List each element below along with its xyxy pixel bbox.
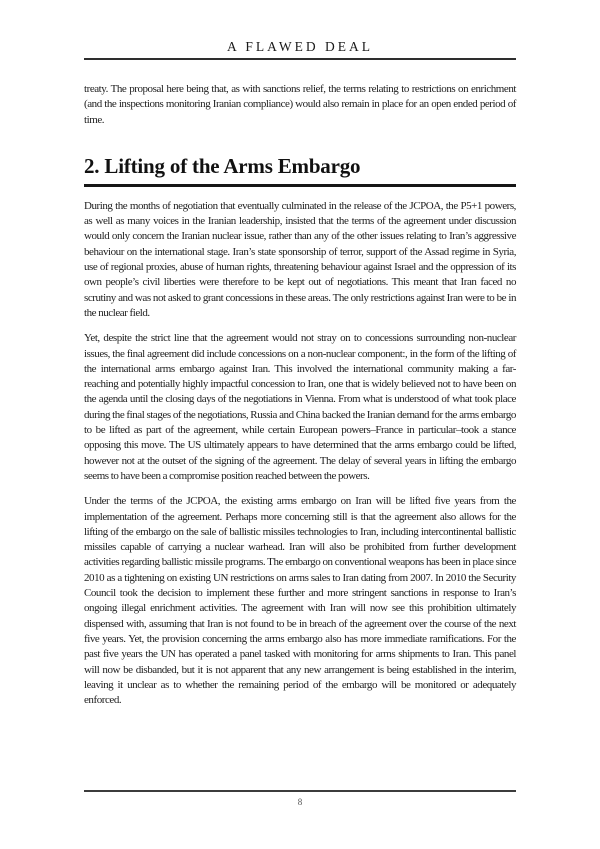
section-heading: 2. Lifting of the Arms Embargo xyxy=(84,153,361,178)
intro-paragraph: treaty. The proposal here being that, as with sanctions relief, the terms relating to restrictions on enrichment (and the inspections monitoring Iranian compliance) would also remain in place for an open ended period of time. xyxy=(84,83,516,126)
section-body xyxy=(84,199,516,709)
page-content xyxy=(84,0,516,708)
paragraph: Yet, despite the strict line that the agreement would not stray on to concessions surrounding non-nuclear issues, the final agreement did include concessions on a non-nuclear component:, in the form of the lifting of the international arms embargo against Iran. This involved the international community making a far-reaching and potentially highly impactful concession to Iran, one that is widely believed not to have been on the agenda until the closing days of the negotiations in Vienna. From what is understood of what took place during the final stages of the negotiations, Russia and China backed the Iranian demand for the arms embargo to be lifted as part of the agreement, while certain European powers–France in particular–took a stance opposing this move. The US ultimately appears to have determined that the arms embargo could be lifted, however not at the outset of the signing of the agreement. The delay of several years in lifting the embargo seems to have been a compromise position reached between the powers. xyxy=(84,332,516,482)
page-number: 8 xyxy=(297,797,303,807)
paragraph: Under the terms of the JCPOA, the existing arms embargo on Iran will be lifted five years from the implementation of the agreement. Perhaps more concerning still is that the agreement also allows for the lifting of the embargo on the sale of ballistic missiles technologies to Iran, including intercontinental ballistic missiles capable of carrying a nuclear warhead. Iran will also be prohibited from further development activities regarding ballistic missile programs. The embargo on conventional weapons has been in place since 2010 as a tightening on existing UN restrictions on arms sales to Iran dating from 2007. In 2010 the Security Council took the decision to implement these further and more stringent sanctions in response to Iran’s ongoing illegal enrichment activities. The agreement with Iran will now see this prohibition ultimately dispensed with, assuming that Iran is not found to be in breach of the agreement over the course of the next five years. Yet, the provision concerning the arms embargo also has more immediate ramifications. For the past five years the UN has operated a panel tasked with monitoring for arms shipments to Iran. This panel will now be disbanded, but it is not apparent that any new arrangement is being established in the interim, leaving it unclear as to whether the remaining period of the embargo will be monitored or adequately enforced. xyxy=(84,495,516,707)
running-header-title: A FLAWED DEAL xyxy=(227,39,373,54)
section-heading-rule xyxy=(84,184,516,187)
footer-rule xyxy=(84,790,516,792)
header-rule xyxy=(84,58,516,60)
paragraph: During the months of negotiation that eventually culminated in the release of the JCPOA, the P5+1 powers, as well as many voices in the Iranian leadership, insisted that the terms of the agreement under discussion would only concern the Iranian nuclear issue, rather than any of the other issues relating to Iran’s aggressive behaviour on the international stage. Iran’s state sponsorship of terror, support of the Assad regime in Syria, use of regional proxies, abuse of human rights, threatening behaviour against Israel and the oppression of its own people’s civil liberties were therefore to be kept out of negotiations. This meant that Iran faced no scrutiny and was not asked to grant concessions in these areas. The only restrictions against Iran were to be in the nuclear field. xyxy=(84,199,516,319)
